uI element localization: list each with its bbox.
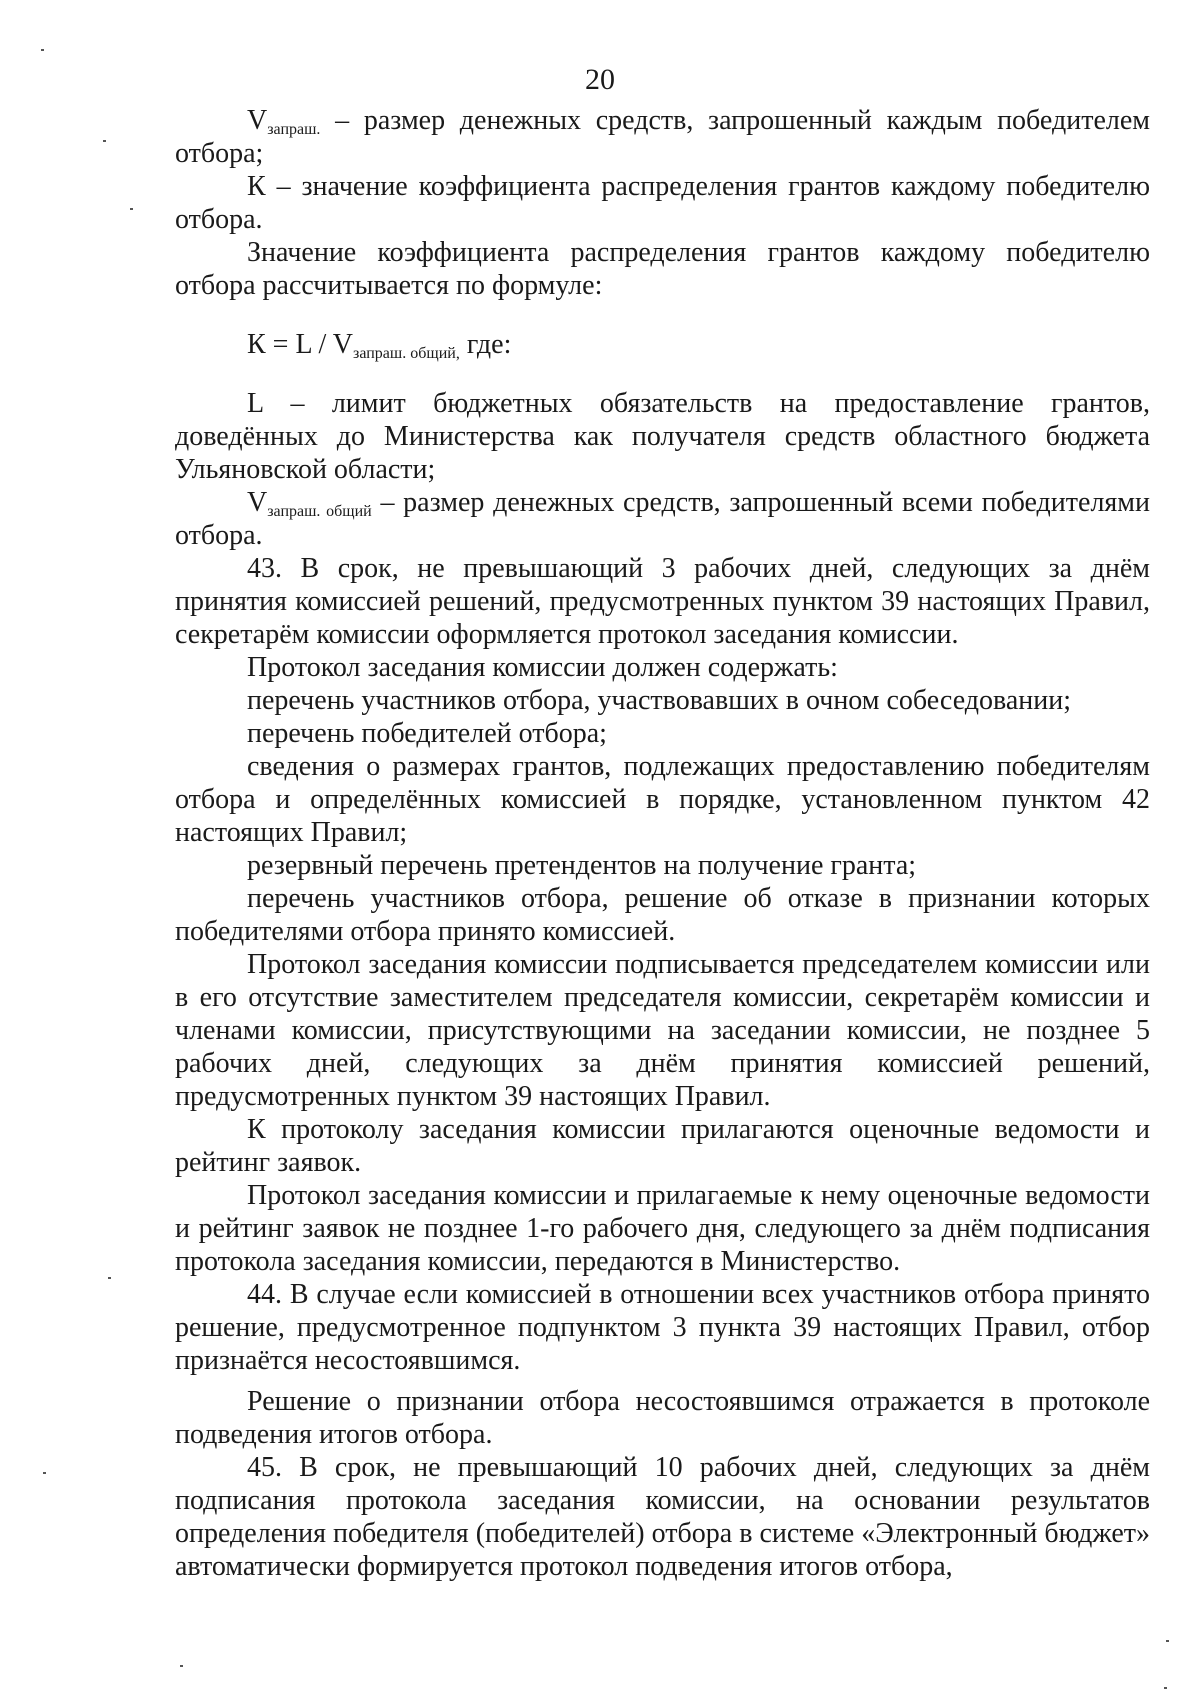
paragraph-k-calculation: Значение коэффициента распределения грантов каждому победителю отбора рассчитывается по формуле: <box>175 237 1150 301</box>
formula-k <box>247 328 1150 361</box>
paragraph-44: 44. В случае если комиссией в отношении всех участников отбора принято решение, предусмотренное подпунктом 3 пункта 39 настоящих Правил, отбор признаётся несостоявшимся. <box>175 1279 1150 1376</box>
paragraph-attachments: К протоколу заседания комиссии прилагаются оценочные ведомости и рейтинг заявок. <box>175 1114 1150 1178</box>
scan-speck <box>130 208 133 210</box>
paragraph-l-definition: L – лимит бюджетных обязательств на предоставление грантов, доведённых до Министерства как получателя средств областного бюджета Ульяновской области; <box>175 388 1150 485</box>
symbol-v-total: V <box>247 487 268 518</box>
paragraph-v-total <box>175 486 1150 552</box>
subscript-total: запраш. общий <box>267 503 372 520</box>
paragraph-protocol-contents: Протокол заседания комиссии должен содержать: <box>247 652 838 683</box>
page-number: 20 <box>585 63 615 96</box>
paragraph-v-requested-text: – размер денежных средств, запрошенный каждым победителем отбора; <box>175 105 1150 169</box>
scan-speck <box>1164 1687 1167 1689</box>
formula-lhs: К = L / V <box>247 329 354 360</box>
paragraph-v-total-text: – размер денежных средств, запрошенный всеми победителями отбора. <box>175 487 1150 551</box>
list-item-winners: перечень победителей отбора; <box>247 718 607 749</box>
document-body <box>175 104 1150 1583</box>
subscript-requested: запраш. <box>267 121 321 138</box>
scan-speck <box>1166 1640 1169 1642</box>
scan-speck <box>103 140 106 142</box>
paragraph-signing: Протокол заседания комиссии подписывается председателем комиссии или в его отсутствие заместителем председателя комиссии, секретарём комиссии и членами комиссии, присутствующими на заседании комиссии, не позднее 5 рабочих дней, следующих за днём принятия комиссией решений, предусмотренных пунктом 39 настоящих Правил. <box>175 949 1150 1112</box>
scan-speck <box>180 1665 183 1667</box>
symbol-v: V <box>247 105 268 136</box>
paragraph-transfer: Протокол заседания комиссии и прилагаемые к нему оценочные ведомости и рейтинг заявок не позднее 1-го рабочего дня, следующего за днём подписания протокола заседания комиссии, передаются в Министерство. <box>175 1180 1150 1277</box>
scan-speck <box>108 1277 111 1279</box>
paragraph-45: 45. В срок, не превышающий 10 рабочих дней, следующих за днём подписания протокола заседания комиссии, на основании результатов определения победителя (победителей) отбора в системе «Электронный бюджет» автоматически формируется протокол подведения итогов отбора, <box>175 1452 1150 1582</box>
paragraph-43: 43. В срок, не превышающий 3 рабочих дней, следующих за днём принятия комиссией решений, предусмотренных пунктом 39 настоящих Правил, секретарём комиссии оформляется протокол заседания комиссии. <box>175 553 1150 650</box>
scan-speck <box>43 1472 46 1474</box>
paragraph-v-requested <box>175 104 1150 170</box>
formula-tail: где: <box>459 329 512 360</box>
list-item-reserve: резервный перечень претендентов на получение гранта; <box>247 850 917 881</box>
formula-subscript: запраш. общий, <box>353 345 460 362</box>
scan-speck <box>41 49 44 51</box>
list-item-participants: перечень участников отбора, участвовавших в очном собеседовании; <box>247 685 1072 716</box>
list-item-grant-sizes: сведения о размерах грантов, подлежащих предоставлению победителям отбора и определённых комиссией в порядке, установленном пунктом 42 настоящих Правил; <box>175 751 1150 848</box>
paragraph-k-definition: К – значение коэффициента распределения грантов каждому победителю отбора. <box>175 171 1150 235</box>
paragraph-44-decision: Решение о признании отбора несостоявшимся отражается в протоколе подведения итогов отбора. <box>175 1386 1150 1450</box>
list-item-refused: перечень участников отбора, решение об отказе в признании которых победителями отбора принято комиссией. <box>175 883 1150 947</box>
